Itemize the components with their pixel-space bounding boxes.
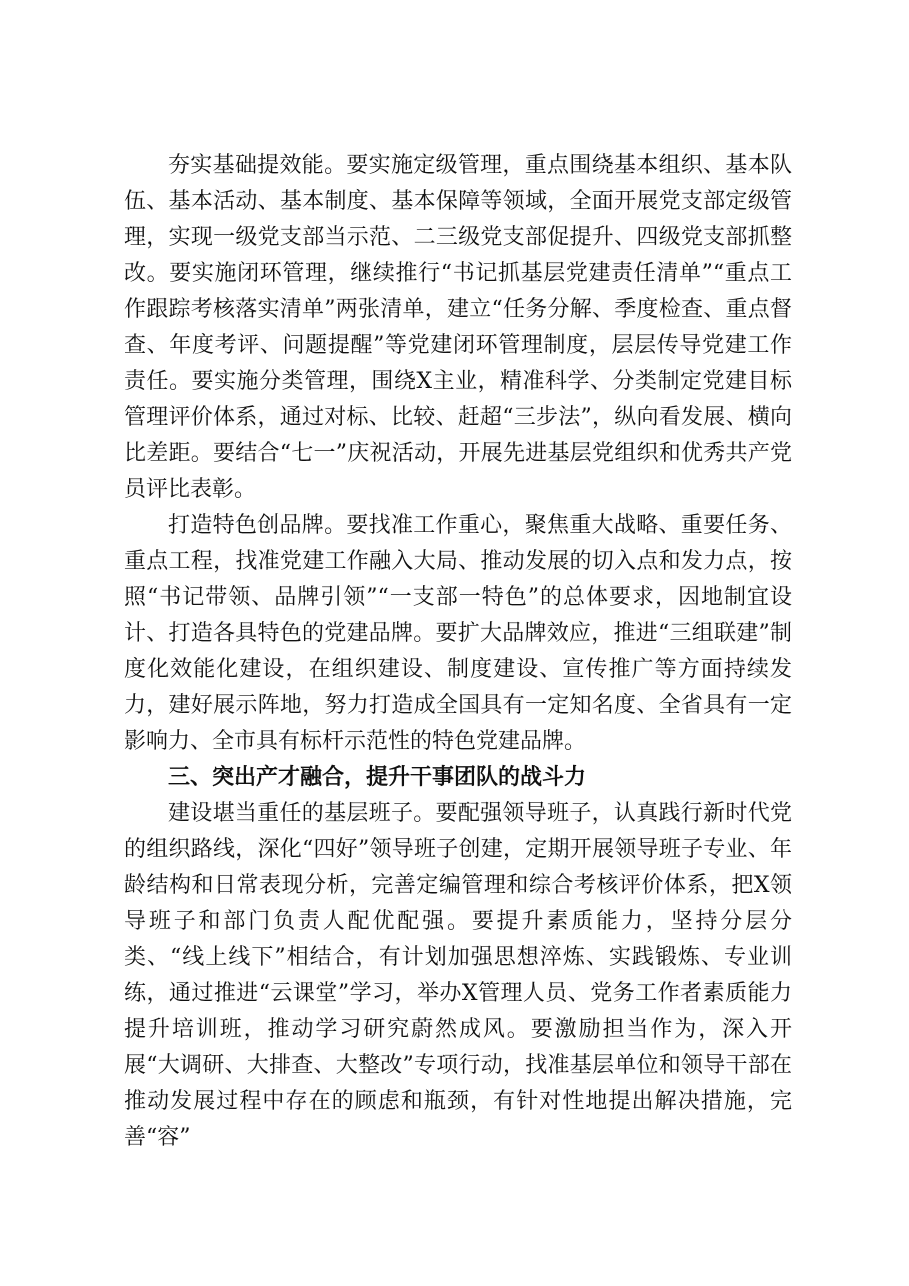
section-heading: 三、突出产才融合，提升干事团队的战斗力 <box>168 765 587 790</box>
paragraph-featured-brand: 打造特色创品牌。要找准工作重心，聚焦重大战略、重要任务、重点工程，找准党建工作融入大局、推动发展的切入点和发力点，按照“书记带领、品牌引领”“一支部一特色”的总体要求，因地制宜设计、打造各具特色的党建品牌。要扩大品牌效应，推进“三组联建”制度化效能化建设，在组织建设、制度建设、宣传推广等方面持续发力，建好展示阵地，努力打造成全国具有一定知名度、全省具有一定影响力、全市具有标杆示范性的特色党建品牌。 <box>124 513 792 754</box>
paragraph-leadership-team: 建设堪当重任的基层班子。要配强领导班子，认真践行新时代党的组织路线，深化“四好”领导班子创建，定期开展领导班子专业、年龄结构和日常表现分析，完善定编管理和综合考核评价体系，把X领导班子和部门负责人配优配强。要提升素质能力，坚持分层分类、“线上线下”相结合，有计划加强思想淬炼、实践锻炼、专业训练，通过推进“云课堂”学习，举办X管理人员、党务工作者素质能力提升培训班，推动学习研究蔚然成风。要激励担当作为，深入开展“大调研、大排查、大整改”专项行动，找准基层单位和领导干部在推动发展过程中存在的顾虑和瓶颈，有针对性地提出解决措施，完善“容” <box>124 801 792 1150</box>
paragraph-foundation-efficiency: 夯实基础提效能。要实施定级管理，重点围绕基本组织、基本队伍、基本活动、基本制度、基本保障等领域，全面开展党支部定级管理，实现一级党支部当示范、二三级党支部促提升、四级党支部抓整改。要实施闭环管理，继续推行“书记抓基层党建责任清单”“重点工作跟踪考核落实清单”两张清单，建立“任务分解、季度检查、重点督查、年度考评、问题提醒”等党建闭环管理制度，层层传导党建工作责任。要实施分类管理，围绕X主业，精准科学、分类制定党建目标管理评价体系，通过对标、比较、赶超“三步法”，纵向看发展、横向比差距。要结合“七一”庆祝活动，开展先进基层党组织和优秀共产党员评比表彰。 <box>124 153 792 502</box>
document-body <box>124 148 792 1156</box>
